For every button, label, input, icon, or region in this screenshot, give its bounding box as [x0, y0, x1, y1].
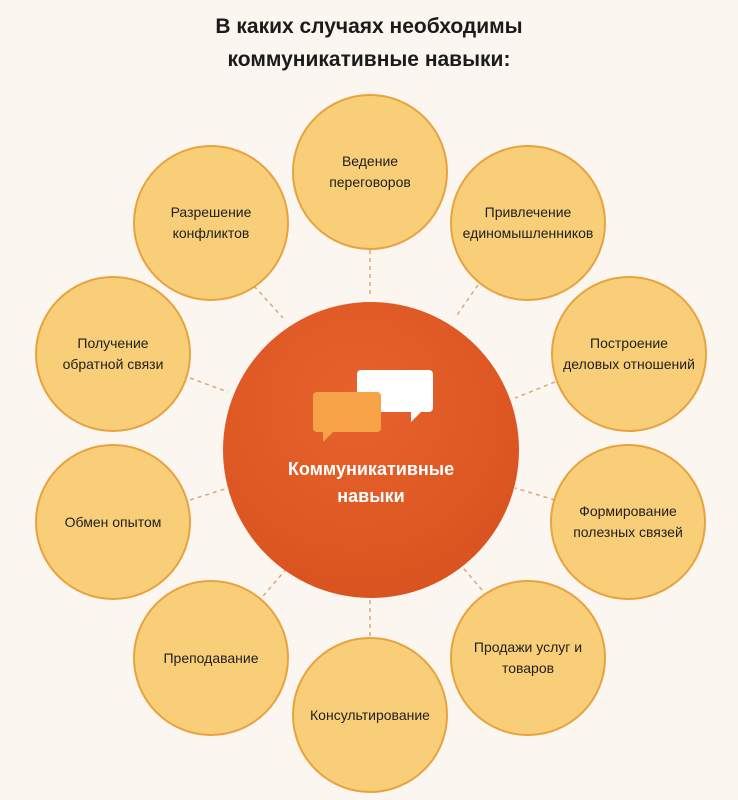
chat-bubbles-icon: [311, 366, 435, 446]
node-label: Построение деловых отношений: [563, 335, 695, 372]
node-label: Получение обратной связи: [62, 335, 164, 372]
node-useful-connections: [550, 444, 706, 600]
center-label: [223, 456, 519, 510]
center-label-line-1: Коммуникативные: [287, 459, 455, 479]
connector-line: [258, 567, 288, 602]
node-label: Разрешение конфликтов: [170, 204, 252, 241]
connector-line: [190, 378, 228, 392]
connector-line: [254, 286, 283, 318]
node-label: Привлечение единомышленников: [462, 204, 594, 241]
center-circle: [223, 302, 519, 598]
node-label: Ведение переговоров: [329, 153, 411, 190]
node-label: Продажи услуг и товаров: [473, 639, 583, 676]
node-label: Консультирование: [310, 706, 430, 723]
node-label: Обмен опытом: [64, 513, 162, 530]
node-consulting: [292, 637, 448, 793]
title-line-1: В каких случаях необходимы: [215, 15, 523, 38]
node-conflict-resolution: [133, 145, 289, 301]
node-business-relations: [551, 276, 707, 432]
connector-line: [515, 382, 555, 398]
node-feedback: [35, 276, 191, 432]
connector-line: [455, 285, 478, 318]
node-negotiations: [292, 94, 448, 250]
node-experience-exchange: [35, 444, 191, 600]
node-like-minded: [450, 145, 606, 301]
node-teaching: [133, 580, 289, 736]
node-label: Формирование полезных связей: [573, 503, 683, 540]
title-line-2: коммуникативные навыки:: [227, 48, 511, 71]
connector-line: [515, 488, 555, 500]
center-label-line-2: навыки: [337, 486, 405, 506]
node-label: Преподавание: [163, 649, 259, 666]
node-sales: [450, 580, 606, 736]
